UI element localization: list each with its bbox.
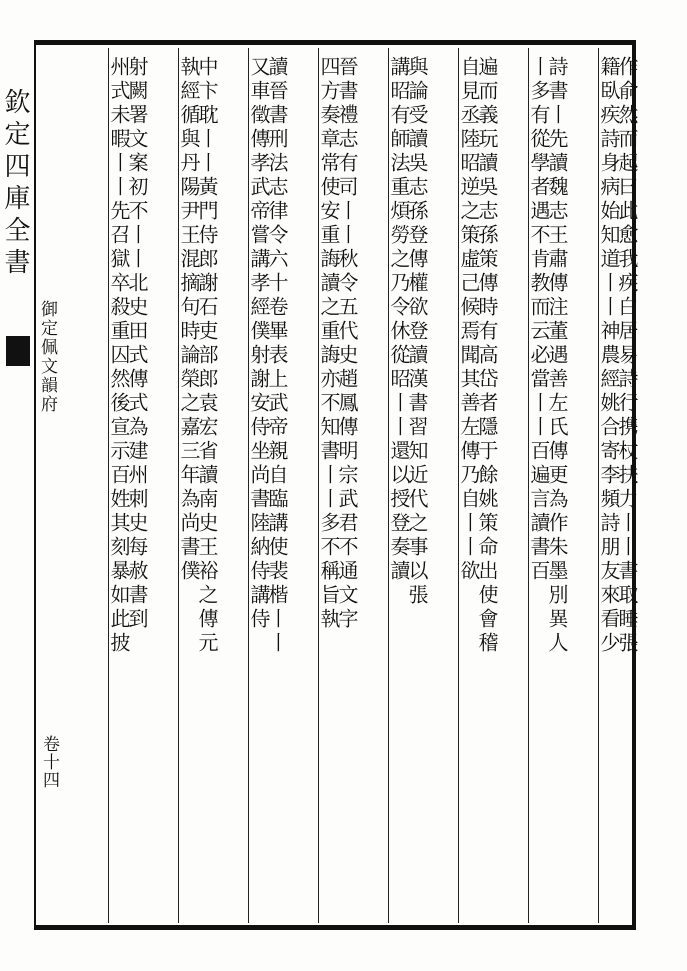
margin-black-block [6,336,30,366]
text-column [597,48,639,923]
column-text: 自見丞陸昭逆之策虛己候焉聞其善左傳乃自丨丨欲 [457,56,481,584]
column-text: 又車徵傳孝武帝嘗講孝經僕射謝安侍坐尚書陸納侍講侍 [247,56,271,632]
column-text: 讀晉書刑法志律令六十卷畢表上武帝親自臨講使裴楷丨丨 [265,56,289,656]
margin-header: 欽定四庫全書 [0,88,30,280]
column-text: 丨多有從學者遇不肯教而云必當丨丨百遍言讀書百 [527,56,551,584]
text-column [247,48,289,923]
column-text: 射闕署文案初不丨丨北史田式傳式為建州刺史每赦書到 [125,56,149,632]
column-text: 講昭有師法重煩勞之乃令休從昭丨丨還以授登奏讀 [387,56,411,584]
book-title-label: 御定佩文韻府 [37,300,57,414]
column-text: 州式未暇丨丨先召獄卒殺重囚然後宣示百姓其刻暴如此披 [107,56,131,656]
page-number: 卷十四 [39,735,59,789]
text-column [527,48,569,923]
column-text: 晉書禮志有司丨丨秋令五代史趙鳳傳明宗武君不通文字 [335,56,359,632]
text-column [457,48,499,923]
page-margin [0,40,36,930]
column-text: 詩書丨先讀魏志王肅傳注董遇善左氏傳更為作朱墨別異人 [545,56,569,656]
column-text: 遍而義玩讀吳志孫策傳時有高岱者隱于餘姚策命出使會稽 [475,56,499,656]
column-text: 籍臥疾詩身病始知道丨丨神農經姚合寄李頻詩朋友來看少 [597,56,621,656]
text-column [177,48,219,923]
column-text: 與論受讀吳志孫登傳權欲登讀漢書習知近代之事以張 [405,56,429,608]
text-column [107,48,149,923]
column-text: 四方奏章常使安重誨讀之重誨亦不知書丨丨多不稱旨執 [317,56,341,632]
column-text: 執經循與丹陽尹王混摘句時論榮之嘉三年為尚書僕 [177,56,201,584]
column-text: 中卞耽丨丨黃門侍郎謝石吏部郎袁宏省讀南史王裕之傳元 [195,56,219,656]
text-column [317,48,359,923]
column-text: 作俞然而起曰此愈我疾白居易詩行携杖扶力丨丨書取睡張 [615,56,639,656]
text-column [387,48,429,923]
